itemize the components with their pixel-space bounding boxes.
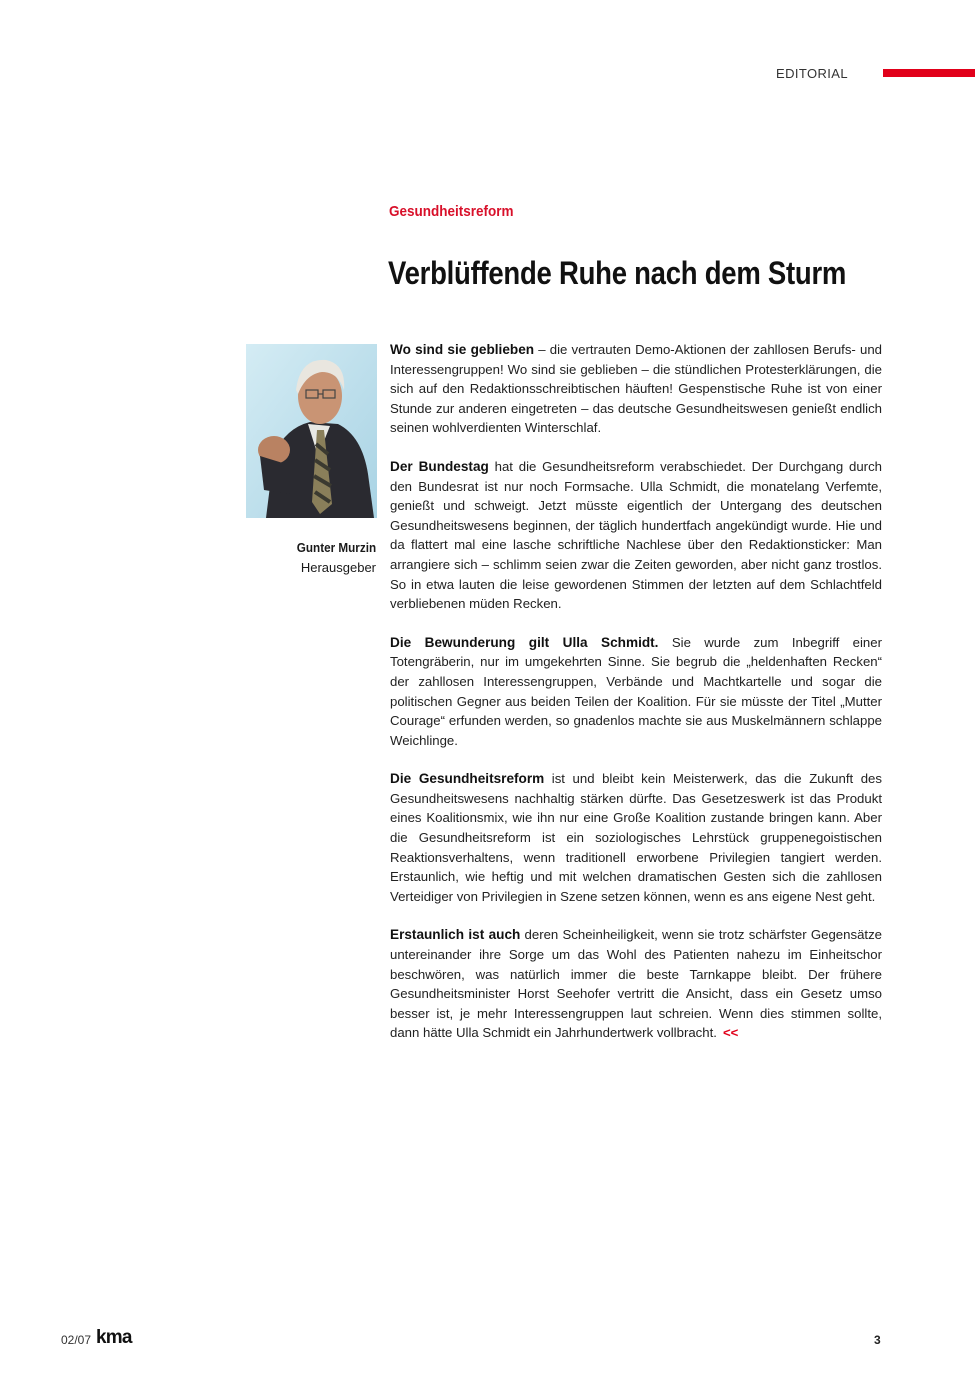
- paragraph-lead: Erstaunlich ist auch: [390, 927, 521, 943]
- author-caption: [288, 538, 376, 578]
- paragraph-lead: Der Bundestag: [390, 458, 489, 474]
- paragraph: [390, 457, 882, 614]
- paragraph-lead: Die Bewunderung gilt Ulla Schmidt.: [390, 634, 659, 650]
- article-kicker: Gesundheitsreform: [389, 203, 514, 220]
- paragraph-lead: Die Gesundheitsreform: [390, 771, 545, 787]
- paragraph: [390, 769, 882, 906]
- paragraph: [390, 925, 882, 1043]
- article-headline: Verblüffende Ruhe nach dem Sturm: [388, 255, 847, 291]
- paragraph: [390, 633, 882, 751]
- author-role: Herausgeber: [300, 560, 376, 575]
- paragraph-lead: Wo sind sie geblieben: [390, 342, 535, 357]
- section-accent-bar: [883, 69, 975, 77]
- paragraph: [390, 340, 882, 438]
- section-label: EDITORIAL: [776, 66, 848, 81]
- author-name: Gunter Murzin: [296, 540, 376, 555]
- paragraph-text: – die vertrauten Demo-Aktionen der zahllosen Berufs- und Interessengruppen! Wo sind sie geblieben – die stündlichen Protesterklärungen, die sich auf den Redaktionsschreibtischen häuften! Gespenstische Ruhe ist von einer Stunde zur anderen eingetreten – das deutsche Gesundheitswesen genießt endlich seinen wohlverdienten Winterschlaf.: [390, 342, 882, 436]
- page-number: 3: [874, 1333, 881, 1347]
- article-body: [390, 340, 882, 1062]
- paragraph-text: hat die Gesundheitsreform verabschiedet. Der Durchgang durch den Bundesrat ist nur noch Formsache. Ulla Schmidt, die monatelang Verfemte, genießt und schweigt. Jetzt müsste eigentlich der Untergang des deutschen Gesundheitswesens beginnen, der täglich hundertfach angekündigt wurde. Hie und da flattert mal eine lasche schriftliche Nachlese über den Redaktionsticker: Man arrangiere sich – schlimm seien zwar die Zeiten geworden, aber nicht ganz trostlos. So in etwa lauten die leise gewordenen Stimmen der letzten auf dem Schlachtfeld verbliebenen müden Recken.: [390, 458, 883, 612]
- footer-issue: 02/07: [61, 1333, 92, 1347]
- paragraph-text: ist und bleibt kein Meisterwerk, das die Zukunft des Gesundheitswesens nachhaltig stärken dürfte. Das Gesetzeswerk ist das Produkt eines Koalitionsmix, wie ihn nur eine Große Koalition zustande bringen kann. Aber die Gesundheitsreform ist ein soziologisches Lehrstück gruppenegoistischen Reaktionsverhaltens, wenn traditionell erworbene Privilegien tangiert werden. Erstaunlich, wie heftig und mit welchen dramatischen Gesten sich die zahllosen Verteidiger von Privilegien in Szene setzen können, wenn es ans eigene Nest geht.: [390, 771, 882, 904]
- author-portrait: [246, 344, 377, 518]
- kma-logo: kma: [96, 1327, 132, 1348]
- paragraph-text: Sie wurde zum Inbegriff einer Totengräberin, nur im umgekehrten Sinne. Sie begrub die „heldenhaften Recken“ der zahllosen Interessengruppen, Verbände und Machtkartelle und sogar die politischen Gegner aus beiden Teilen der Koalition. Für sie müsste der Titel „Mutter Courage“ erfunden werden, so gnadenlos machte sie aus Muskelmännern schlappe Weichlinge.: [390, 634, 882, 748]
- paragraph-text: deren Scheinheiligkeit, wenn sie trotz schärfster Gegensätze untereinander ihre Sorge um das Wohl des Patienten nahezu im Einheitschor beschwören, was natürlich immer die beste Tarnkappe bleibt. Der frühere Gesundheitsminister Horst Seehofer vertritt die Ansicht, dass ein Gesetz umso besser ist, je mehr Interessengruppen laut schreien. Wenn dies stimmen sollte, dann hätte Ulla Schmidt ein Jahrhundertwerk vollbracht.: [390, 927, 882, 1041]
- end-mark: <<: [722, 1025, 739, 1041]
